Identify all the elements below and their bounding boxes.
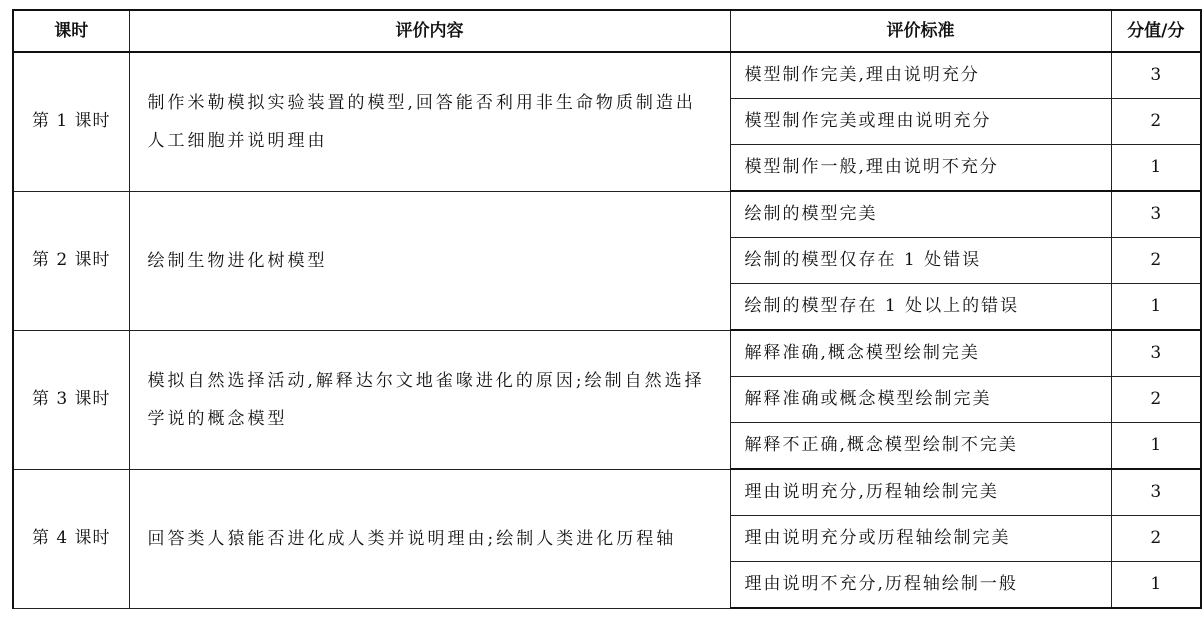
score-cell: 3 [1111, 469, 1201, 516]
content-cell: 模拟自然选择活动,解释达尔文地雀喙进化的原因;绘制自然选择学说的概念模型 [129, 330, 730, 469]
score-cell: 3 [1111, 330, 1201, 377]
criteria-cell: 解释准确,概念模型绘制完美 [730, 330, 1111, 377]
criteria-cell: 模型制作完美,理由说明充分 [730, 52, 1111, 99]
score-cell: 2 [1111, 99, 1201, 145]
criteria-cell: 绘制的模型仅存在 1 处错误 [730, 238, 1111, 284]
evaluation-rubric-table [12, 9, 1202, 609]
criteria-cell: 理由说明充分或历程轴绘制完美 [730, 516, 1111, 562]
score-cell: 2 [1111, 516, 1201, 562]
table-row [13, 330, 1201, 377]
header-row [13, 10, 1201, 52]
score-cell: 1 [1111, 423, 1201, 470]
criteria-cell: 模型制作完美或理由说明充分 [730, 99, 1111, 145]
session-cell: 第 4 课时 [13, 469, 129, 608]
criteria-cell: 解释准确或概念模型绘制完美 [730, 377, 1111, 423]
content-cell: 绘制生物进化树模型 [129, 191, 730, 330]
table-row [13, 469, 1201, 516]
table-row [13, 191, 1201, 238]
score-cell: 3 [1111, 191, 1201, 238]
header-criteria: 评价标准 [730, 10, 1111, 52]
content-cell: 制作米勒模拟实验装置的模型,回答能否利用非生命物质制造出人工细胞并说明理由 [129, 52, 730, 191]
table-header [13, 10, 1201, 52]
criteria-cell: 绘制的模型完美 [730, 191, 1111, 238]
score-cell: 1 [1111, 145, 1201, 192]
session-cell: 第 3 课时 [13, 330, 129, 469]
score-cell: 1 [1111, 562, 1201, 609]
score-cell: 2 [1111, 377, 1201, 423]
score-cell: 1 [1111, 284, 1201, 331]
criteria-cell: 模型制作一般,理由说明不充分 [730, 145, 1111, 192]
score-cell: 2 [1111, 238, 1201, 284]
criteria-cell: 绘制的模型存在 1 处以上的错误 [730, 284, 1111, 331]
content-cell: 回答类人猿能否进化成人类并说明理由;绘制人类进化历程轴 [129, 469, 730, 608]
session-cell: 第 1 课时 [13, 52, 129, 191]
table-row [13, 52, 1201, 99]
header-score: 分值/分 [1111, 10, 1201, 52]
header-content: 评价内容 [129, 10, 730, 52]
session-cell: 第 2 课时 [13, 191, 129, 330]
table-body [13, 52, 1201, 608]
criteria-cell: 理由说明不充分,历程轴绘制一般 [730, 562, 1111, 609]
header-session: 课时 [13, 10, 129, 52]
criteria-cell: 理由说明充分,历程轴绘制完美 [730, 469, 1111, 516]
score-cell: 3 [1111, 52, 1201, 99]
criteria-cell: 解释不正确,概念模型绘制不完美 [730, 423, 1111, 470]
